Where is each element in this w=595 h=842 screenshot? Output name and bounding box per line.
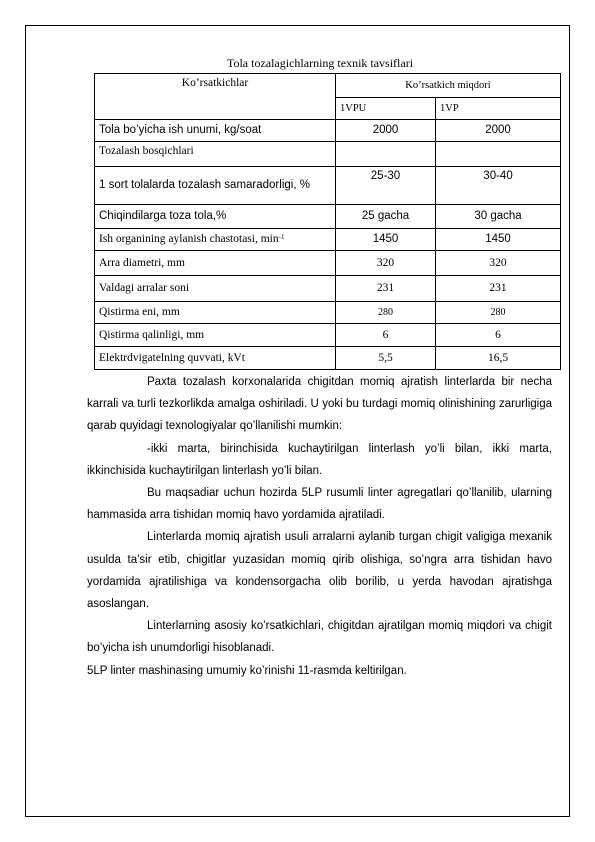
row-value-1vpu: 1450 [336,229,436,251]
table-row [95,324,561,347]
table-row [95,347,561,370]
table-row [95,302,561,324]
paragraph: -ikki marta, birinchisida kuchaytirilgan linterlash yo’li bilan, ikki marta, ikkinchisida kuchaytirilgan linterlash yo’li bilan. [87,442,552,477]
row-value-1vpu: 5,5 [336,347,436,370]
row-value-1vp: 231 [436,276,561,302]
body-text [87,371,552,682]
table-row [95,276,561,302]
row-value-1vp: 2000 [436,120,561,142]
paragraph: Linterlarning asosiy ko’rsatkichlari, chigitdan ajratilgan momiq miqdori va chigit bo’yicha ish unumdorligi hisoblanadi. [87,620,552,655]
table-row [95,229,561,251]
unit-exponent: -1 [278,233,285,241]
table-header-row [95,74,561,98]
row-label-text: Ish organining aylanish chastotasi, min [99,233,279,245]
row-value-1vpu: 231 [336,276,436,302]
subheader-1vp: 1VP [436,98,561,120]
row-label: Valdagi arralar soni [95,276,336,302]
row-label: Chiqindilarga toza tola,% [95,205,336,229]
row-value-1vp: 6 [436,324,561,347]
row-value-1vp: 30 gacha [436,205,561,229]
row-value-1vp: 320 [436,251,561,276]
table-row [95,120,561,142]
paragraph: Linterlarda momiq ajratish usuli arralarni aylanib turgan chigit valigiga mexanik usulda ta’sir etib, chigitlar yuzasidan momiq qirib olishiga, so’ngra arra tishidan havo yordamida ajratilishiga va kondensorgacha olib borilib, u yerda havodan ajratishga asoslangan. [87,531,552,611]
paragraph: 5LP linter mashinasing umumiy ko’rinishi 11-rasmda keltirilgan. [87,664,407,677]
table-caption: Tola tozalagichlarning texnik tavsiflari [226,56,414,70]
row-value-1vpu: 6 [336,324,436,347]
table-row [95,251,561,276]
row-value-1vp: 30-40 [436,167,561,205]
row-value-1vpu: 25 gacha [336,205,436,229]
row-value-1vp [436,142,561,167]
row-value-1vpu [336,142,436,167]
table-row [95,205,561,229]
row-label: Qistirma eni, mm [95,302,336,324]
row-value-1vp: 1450 [436,229,561,251]
table-row [95,142,561,167]
row-label: Elektrdvigatelning quvvati, kVt [95,347,336,370]
table-row [95,167,561,205]
header-values: Ko’rsatkich miqdori [336,74,561,98]
subheader-1vpu: 1VPU [336,98,436,120]
row-value-1vp: 280 [436,302,561,324]
row-value-1vpu: 2000 [336,120,436,142]
paragraph: Paxta tozalash korxonalarida chigitdan momiq ajratish linterlarda bir necha karrali va turli tezkorlikda amalga oshiriladi. U yoki bu turdagi momiq olinishining zarurligiga qarab quyidagi texnologiyalar qo’llanilishi mumkin: [87,376,552,433]
row-value-1vpu: 25-30 [336,167,436,205]
specs-table [94,73,561,370]
row-value-1vpu: 280 [336,302,436,324]
row-label: Tozalash bosqichlari [95,142,336,167]
row-value-1vp: 16,5 [436,347,561,370]
row-label: 1 sort tolalarda tozalash samaradorligi, % [95,167,336,205]
row-label: Arra diametri, mm [95,251,336,276]
row-label: Qistirma qalinligi, mm [95,324,336,347]
row-label [95,229,336,251]
header-parameter: Ko’rsatkichlar [95,74,336,120]
paragraph: Bu maqsadiar uchun hozirda 5LP rusumli linter agregatlari qo’llanilib, ularning hammasida arra tishidan momiq havo yordamida ajratiladi. [87,487,552,522]
row-value-1vpu: 320 [336,251,436,276]
row-label: Tola bo’yicha ish unumi, kg/soat [95,120,336,142]
